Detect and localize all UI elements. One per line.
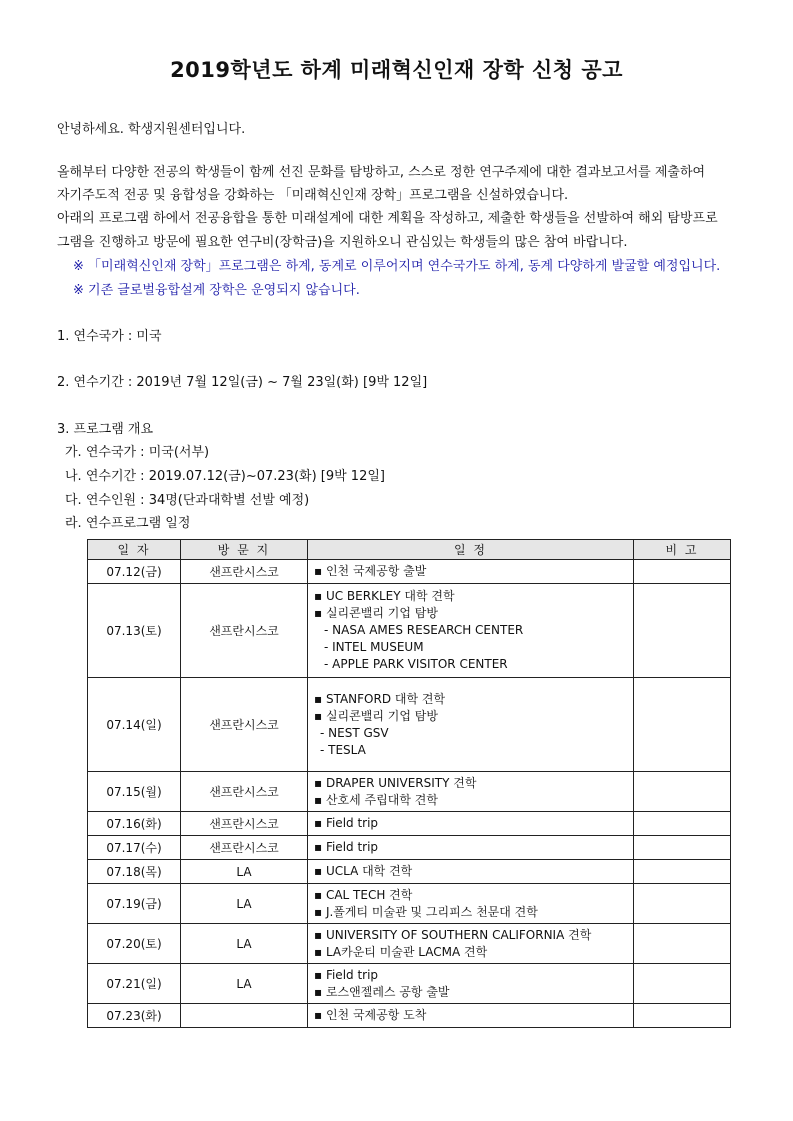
cell-remarks <box>634 678 731 772</box>
cell-place: 샌프란시스코 <box>181 678 308 772</box>
cell-date: 07.12(금) <box>88 560 181 584</box>
cell-remarks <box>634 836 731 860</box>
schedule-item: - APPLE PARK VISITOR CENTER <box>324 657 508 671</box>
cell-place: 샌프란시스코 <box>181 812 308 836</box>
cell-schedule <box>308 924 634 964</box>
cell-date: 07.18(목) <box>88 860 181 884</box>
cell-place: LA <box>181 884 308 924</box>
header-place: 방 문 지 <box>181 540 308 560</box>
table-row <box>88 772 731 812</box>
table-header-row <box>88 540 731 560</box>
schedule-item: ▪ UCLA 대학 견학 <box>314 864 413 878</box>
schedule-item: ▪ 실리콘밸리 기업 탐방 <box>314 708 438 723</box>
cell-schedule <box>308 584 634 678</box>
schedule-item: ▪ Field trip <box>314 967 379 982</box>
schedule-item: - NEST GSV <box>320 725 389 740</box>
cell-schedule <box>308 560 634 584</box>
table-row <box>88 1004 731 1028</box>
cell-remarks <box>634 560 731 584</box>
schedule-item: ▪ 인천 국제공항 도착 <box>314 1008 427 1022</box>
table-row <box>88 884 731 924</box>
cell-place: 샌프란시스코 <box>181 836 308 860</box>
table-row <box>88 584 731 678</box>
schedule-item: ▪ UNIVERSITY OF SOUTHERN CALIFORNIA 견학 <box>314 927 592 942</box>
intro-line: 아래의 프로그램 하에서 전공융합을 통한 미래설계에 대한 계획을 작성하고, 제출한 학생들을 선발하여 해외 탐방프로 <box>57 211 718 226</box>
cell-remarks <box>634 1004 731 1028</box>
cell-date: 07.13(토) <box>88 584 181 678</box>
schedule-item: ▪ Field trip <box>314 816 379 830</box>
cell-place: 샌프란시스코 <box>181 584 308 678</box>
cell-date: 07.21(일) <box>88 964 181 1004</box>
cell-remarks <box>634 860 731 884</box>
schedule-item: ▪ Field trip <box>314 840 379 854</box>
cell-schedule <box>308 860 634 884</box>
cell-remarks <box>634 812 731 836</box>
cell-place: 샌프란시스코 <box>181 560 308 584</box>
cell-schedule <box>308 1004 634 1028</box>
cell-place <box>181 1004 308 1028</box>
table-row <box>88 678 731 772</box>
schedule-body <box>88 560 731 1028</box>
schedule-item: - TESLA <box>320 742 366 757</box>
cell-schedule <box>308 836 634 860</box>
intro-line: 올해부터 다양한 전공의 학생들이 함께 선진 문화를 탐방하고, 스스로 정한 연구주제에 대한 결과보고서를 제출하여 <box>57 165 706 180</box>
schedule-item: - NASA AMES RESEARCH CENTER <box>324 623 524 637</box>
table-row <box>88 836 731 860</box>
cell-remarks <box>634 924 731 964</box>
cell-date: 07.23(화) <box>88 1004 181 1028</box>
cell-date: 07.15(월) <box>88 772 181 812</box>
header-schedule: 일 정 <box>308 540 634 560</box>
overview-item: 다. 연수인원 : 34명(단과대학별 선발 예정) <box>65 493 310 508</box>
cell-date: 07.19(금) <box>88 884 181 924</box>
cell-place: LA <box>181 924 308 964</box>
table-row <box>88 924 731 964</box>
schedule-item: ▪ STANFORD 대학 견학 <box>314 691 446 706</box>
section-country: 1. 연수국가 : 미국 <box>57 329 162 344</box>
cell-place: LA <box>181 860 308 884</box>
overview-item: 나. 연수기간 : 2019.07.12(금)~07.23(화) [9박 12일] <box>65 469 385 484</box>
schedule-item: ▪ 인천 국제공항 출발 <box>314 564 427 578</box>
cell-schedule <box>308 964 634 1004</box>
cell-date: 07.20(토) <box>88 924 181 964</box>
overview-item: 라. 연수프로그램 일정 <box>65 516 191 531</box>
cell-schedule <box>308 678 634 772</box>
table-row <box>88 560 731 584</box>
intro-line: 자기주도적 전공 및 융합성을 강화하는 「미래혁신인재 장학」프로그램을 신설하였습니다. <box>57 188 569 203</box>
schedule-item: ▪ LA카운티 미술관 LACMA 견학 <box>314 944 488 959</box>
cell-date: 07.14(일) <box>88 678 181 772</box>
schedule-item: ▪ DRAPER UNIVERSITY 견학 <box>314 775 477 790</box>
overview-item: 가. 연수국가 : 미국(서부) <box>65 445 210 460</box>
table-row <box>88 860 731 884</box>
section-overview-heading: 3. 프로그램 개요 <box>57 422 154 437</box>
cell-remarks <box>634 964 731 1004</box>
cell-remarks <box>634 584 731 678</box>
cell-place: 샌프란시스코 <box>181 772 308 812</box>
schedule-item: - INTEL MUSEUM <box>324 640 424 654</box>
cell-place: LA <box>181 964 308 1004</box>
table-row <box>88 964 731 1004</box>
schedule-item: ▪ 산호세 주립대학 견학 <box>314 792 438 807</box>
cell-remarks <box>634 772 731 812</box>
schedule-item: ▪ UC BERKLEY 대학 견학 <box>314 589 455 603</box>
notice-note: ※ 기존 글로벌융합설계 장학은 운영되지 않습니다. <box>73 283 360 298</box>
header-date: 일 자 <box>88 540 181 560</box>
intro-line: 그램을 진행하고 방문에 필요한 연구비(장학금)을 지원하오니 관심있는 학생들의 많은 참여 바랍니다. <box>57 235 628 250</box>
table-row <box>88 812 731 836</box>
schedule-item: ▪ CAL TECH 견학 <box>314 887 413 902</box>
header-remarks: 비 고 <box>634 540 731 560</box>
page-title: 2019학년도 하계 미래혁신인재 장학 신청 공고 <box>170 58 623 82</box>
cell-remarks <box>634 884 731 924</box>
schedule-item: ▪ 로스앤젤레스 공항 출발 <box>314 984 450 999</box>
cell-schedule <box>308 884 634 924</box>
cell-date: 07.17(수) <box>88 836 181 860</box>
cell-schedule <box>308 812 634 836</box>
schedule-item: ▪ J.폴게티 미술관 및 그리피스 천문대 견학 <box>314 904 538 919</box>
cell-schedule <box>308 772 634 812</box>
notice-note: ※ 「미래혁신인재 장학」프로그램은 하계, 동계로 이루어지며 연수국가도 하계, 동계 다양하게 발굴할 예정입니다. <box>73 259 721 274</box>
cell-date: 07.16(화) <box>88 812 181 836</box>
schedule-item: ▪ 실리콘밸리 기업 탐방 <box>314 606 438 620</box>
schedule-table <box>87 539 731 1028</box>
section-period: 2. 연수기간 : 2019년 7월 12일(금) ~ 7월 23일(화) [9박 12일] <box>57 375 428 390</box>
greeting: 안녕하세요. 학생지원센터입니다. <box>57 122 246 137</box>
